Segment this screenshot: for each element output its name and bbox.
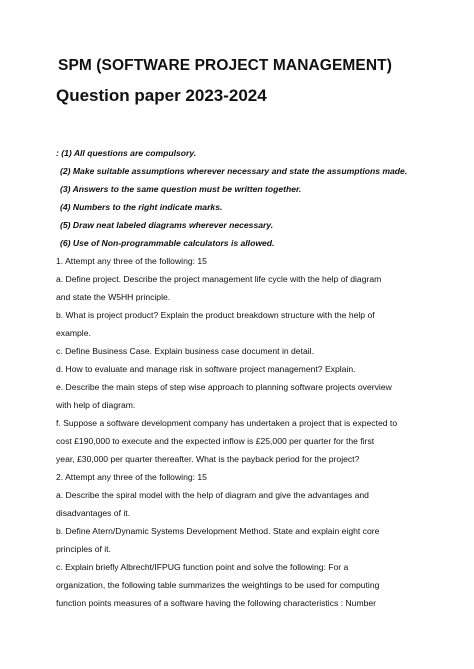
instruction-line: (6) Use of Non-programmable calculators is allowed. (60, 238, 275, 248)
question-line: f. Suppose a software development company has undertaken a project that is expected to (56, 418, 398, 428)
document-subtitle: Question paper 2023-2024 (56, 86, 267, 105)
document-title: SPM (SOFTWARE PROJECT MANAGEMENT) (58, 57, 392, 74)
question-line: c. Explain briefly Albrecht/IFPUG function point and solve the following: For a (56, 562, 349, 572)
question-line: a. Describe the spiral model with the help of diagram and give the advantages and (56, 490, 369, 500)
instruction-line: (3) Answers to the same question must be written together. (60, 184, 302, 194)
question-line: a. Define project. Describe the project management life cycle with the help of diagram (56, 274, 382, 284)
question-line: e. Describe the main steps of step wise approach to planning software projects overview (56, 382, 392, 392)
question-line: b. What is project product? Explain the product breakdown structure with the help of (56, 310, 375, 320)
instruction-line: : (1) All questions are compulsory. (56, 148, 197, 158)
question-heading: 1. Attempt any three of the following: 15 (56, 256, 207, 266)
question-heading: 2. Attempt any three of the following: 15 (56, 472, 207, 482)
question-line: and state the W5HH principle. (56, 292, 171, 302)
question-line: function points measures of a software having the following characteristics : Number (56, 598, 377, 608)
instruction-line: (4) Numbers to the right indicate marks. (60, 202, 223, 212)
question-line: c. Define Business Case. Explain business case document in detail. (56, 346, 314, 356)
instruction-line: (2) Make suitable assumptions wherever necessary and state the assumptions made. (60, 166, 408, 176)
question-line: d. How to evaluate and manage risk in software project management? Explain. (56, 364, 356, 374)
question-line: example. (56, 328, 91, 338)
question-line: with help of diagram. (56, 400, 136, 410)
question-line: organization, the following table summarizes the weightings to be used for computing (56, 580, 380, 590)
question-line: disadvantages of it. (56, 508, 131, 518)
instruction-line: (5) Draw neat labeled diagrams wherever necessary. (60, 220, 274, 230)
question-line: b. Define Atern/Dynamic Systems Development Method. State and explain eight core (56, 526, 380, 536)
question-line: year, £30,000 per quarter thereafter. What is the payback period for the project? (56, 454, 360, 464)
question-line: cost £190,000 to execute and the expected inflow is £25,000 per quarter for the first (56, 436, 375, 446)
question-line: principles of it. (56, 544, 111, 554)
